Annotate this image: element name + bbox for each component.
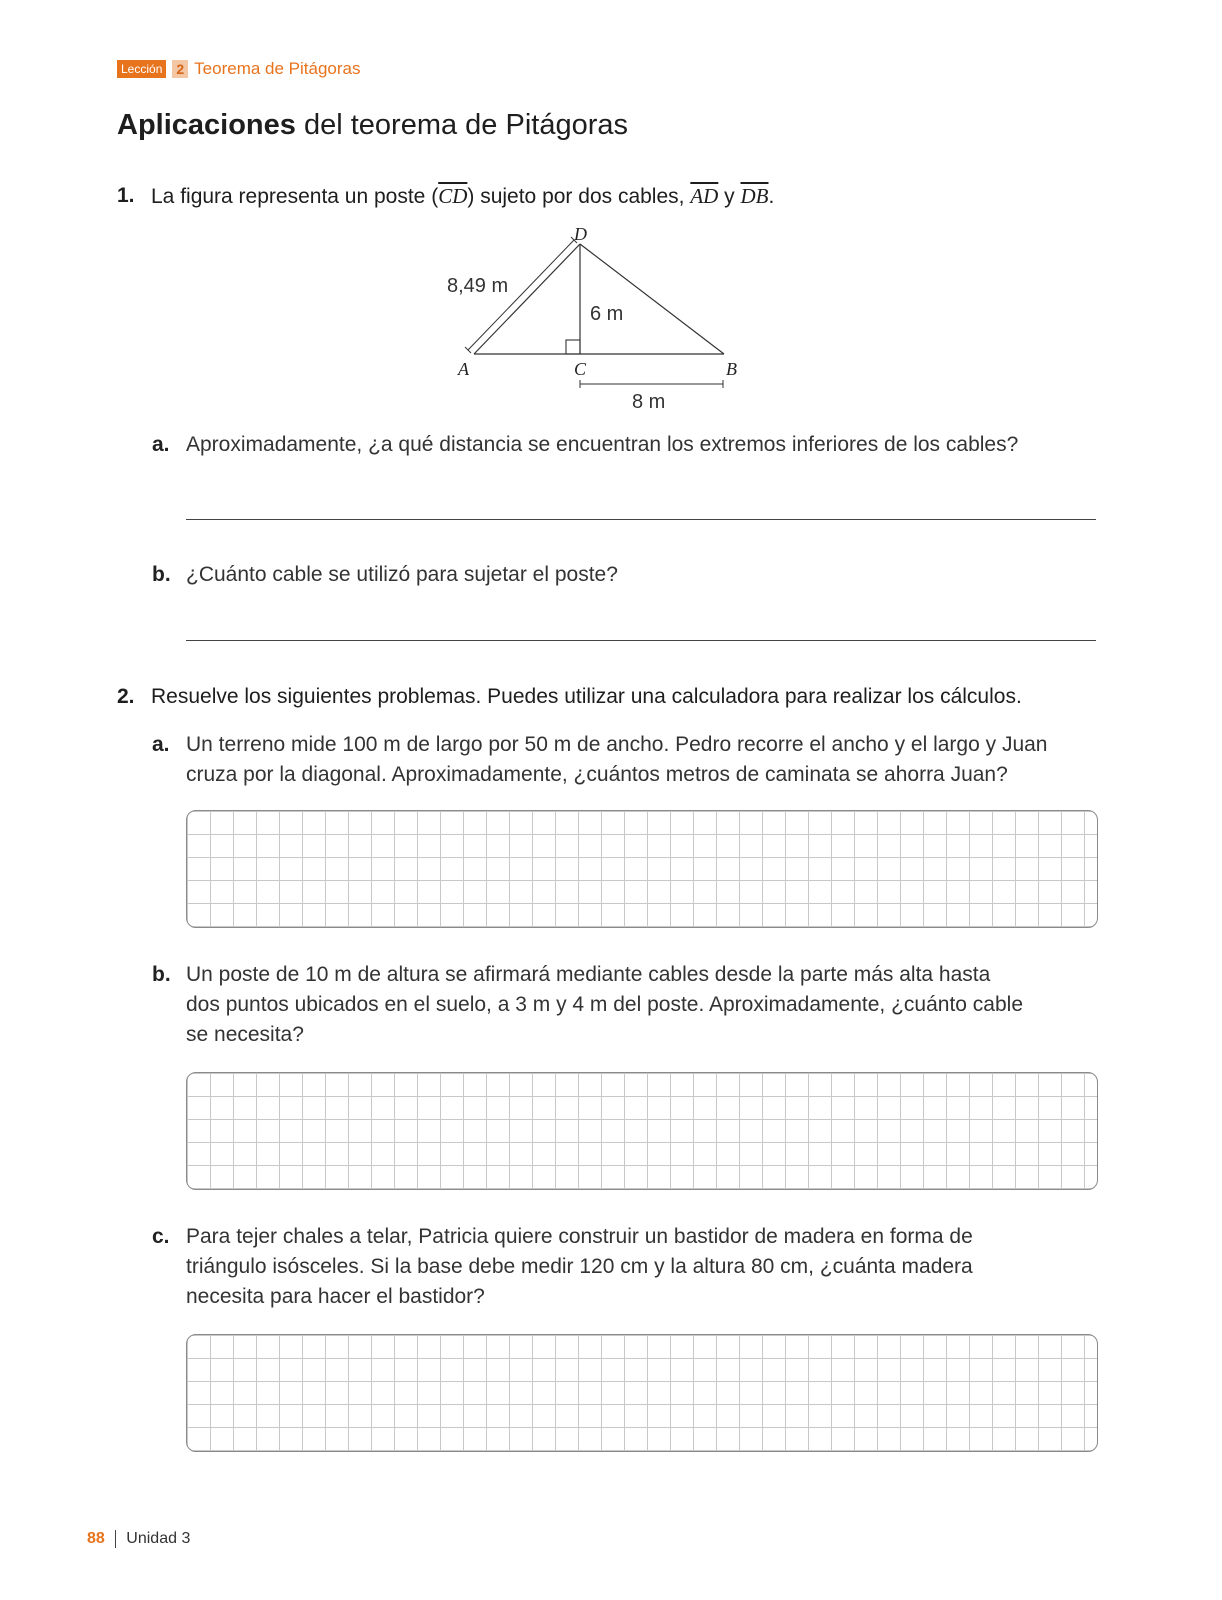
answer-grid-2c[interactable] xyxy=(186,1334,1098,1452)
answer-grid-2a[interactable] xyxy=(186,810,1098,928)
page-footer xyxy=(87,1530,190,1548)
cable-db xyxy=(580,244,724,354)
segment-db: $\overline{DB}$ xyxy=(740,184,769,208)
question-2b-text xyxy=(186,960,1023,1050)
page-title-rest: del teorema de Pitágoras xyxy=(295,109,628,141)
footer-divider xyxy=(115,1530,117,1548)
q1-text-part: ) sujeto por dos cables, xyxy=(467,185,691,208)
text-line: Un poste de 10 m de altura se afirmará mediante cables desde la parte más alta hasta xyxy=(186,963,991,986)
page-title-bold: Aplicaciones xyxy=(117,109,296,141)
answer-grid-2b[interactable] xyxy=(186,1072,1098,1190)
text-line: necesita para hacer el bastidor? xyxy=(186,1285,485,1308)
unit-label: Unidad 3 xyxy=(126,1530,191,1547)
question-2b xyxy=(152,960,1082,1050)
label-b: B xyxy=(726,359,737,379)
sub-label: c. xyxy=(152,1225,170,1248)
page-number: 88 xyxy=(87,1530,105,1547)
sub-label: a. xyxy=(152,733,170,756)
lesson-header xyxy=(117,58,361,80)
segment-ad: $\overline{AD}$ xyxy=(690,184,719,208)
question-2-text: Resuelve los siguientes problemas. Puedes utilizar una calculadora para realizar los cálculos. xyxy=(151,685,1022,708)
page-title xyxy=(117,109,628,142)
cable-ad xyxy=(474,244,580,354)
sub-label: b. xyxy=(152,563,171,586)
right-angle-mark xyxy=(566,340,580,354)
question-2c-text xyxy=(186,1222,973,1312)
text-line: dos puntos ubicados en el suelo, a 3 m y 4 m del poste. Aproximadamente, ¿cuánto cable xyxy=(186,993,1023,1016)
answer-line-1a[interactable] xyxy=(186,519,1096,520)
question-2c xyxy=(152,1222,1082,1312)
question-1-text xyxy=(151,181,774,212)
length-ad: 8,49 m xyxy=(447,275,509,297)
pole-figure xyxy=(430,220,770,420)
length-cd: 6 m xyxy=(590,303,624,325)
text-line: cruza por la diagonal. Aproximadamente, ¿cuántos metros de caminata se ahorra Juan? xyxy=(186,763,1008,786)
q1-text-part: La figura representa un poste ( xyxy=(151,185,439,208)
label-c: C xyxy=(574,359,587,379)
question-1b-text: ¿Cuánto cable se utilizó para sujetar el poste? xyxy=(186,563,618,586)
label-d: D xyxy=(574,224,587,244)
question-number: 1. xyxy=(117,184,135,207)
text-line: se necesita? xyxy=(186,1023,304,1046)
text-line: triángulo isósceles. Si la base debe medir 120 cm y la altura 80 cm, ¿cuánta madera xyxy=(186,1255,973,1278)
question-1a xyxy=(152,430,1082,460)
text-line: Un terreno mide 100 m de largo por 50 m de ancho. Pedro recorre el ancho y el largo y Juan xyxy=(186,733,1048,756)
text-line: Para tejer chales a telar, Patricia quiere construir un bastidor de madera en forma de xyxy=(186,1225,973,1248)
lesson-badge: Lección xyxy=(117,60,166,78)
segment-cd: $\overline{CD}$ xyxy=(438,184,468,208)
lesson-title: Teorema de Pitágoras xyxy=(194,59,361,78)
answer-line-1b[interactable] xyxy=(186,640,1096,641)
question-2a xyxy=(152,730,1082,790)
lesson-number: 2 xyxy=(172,60,188,78)
q1-text-part: y xyxy=(718,185,741,208)
question-2 xyxy=(117,682,1022,712)
sub-label: a. xyxy=(152,433,170,456)
question-2a-text xyxy=(186,730,1047,790)
question-1b xyxy=(152,560,1082,590)
q1-text-part: . xyxy=(768,185,775,208)
question-number: 2. xyxy=(117,685,135,708)
length-cb: 8 m xyxy=(632,391,666,413)
sub-label: b. xyxy=(152,963,171,986)
label-a: A xyxy=(458,359,469,379)
question-1 xyxy=(117,181,774,212)
question-1a-text: Aproximadamente, ¿a qué distancia se encuentran los extremos inferiores de los cables? xyxy=(186,433,1019,456)
